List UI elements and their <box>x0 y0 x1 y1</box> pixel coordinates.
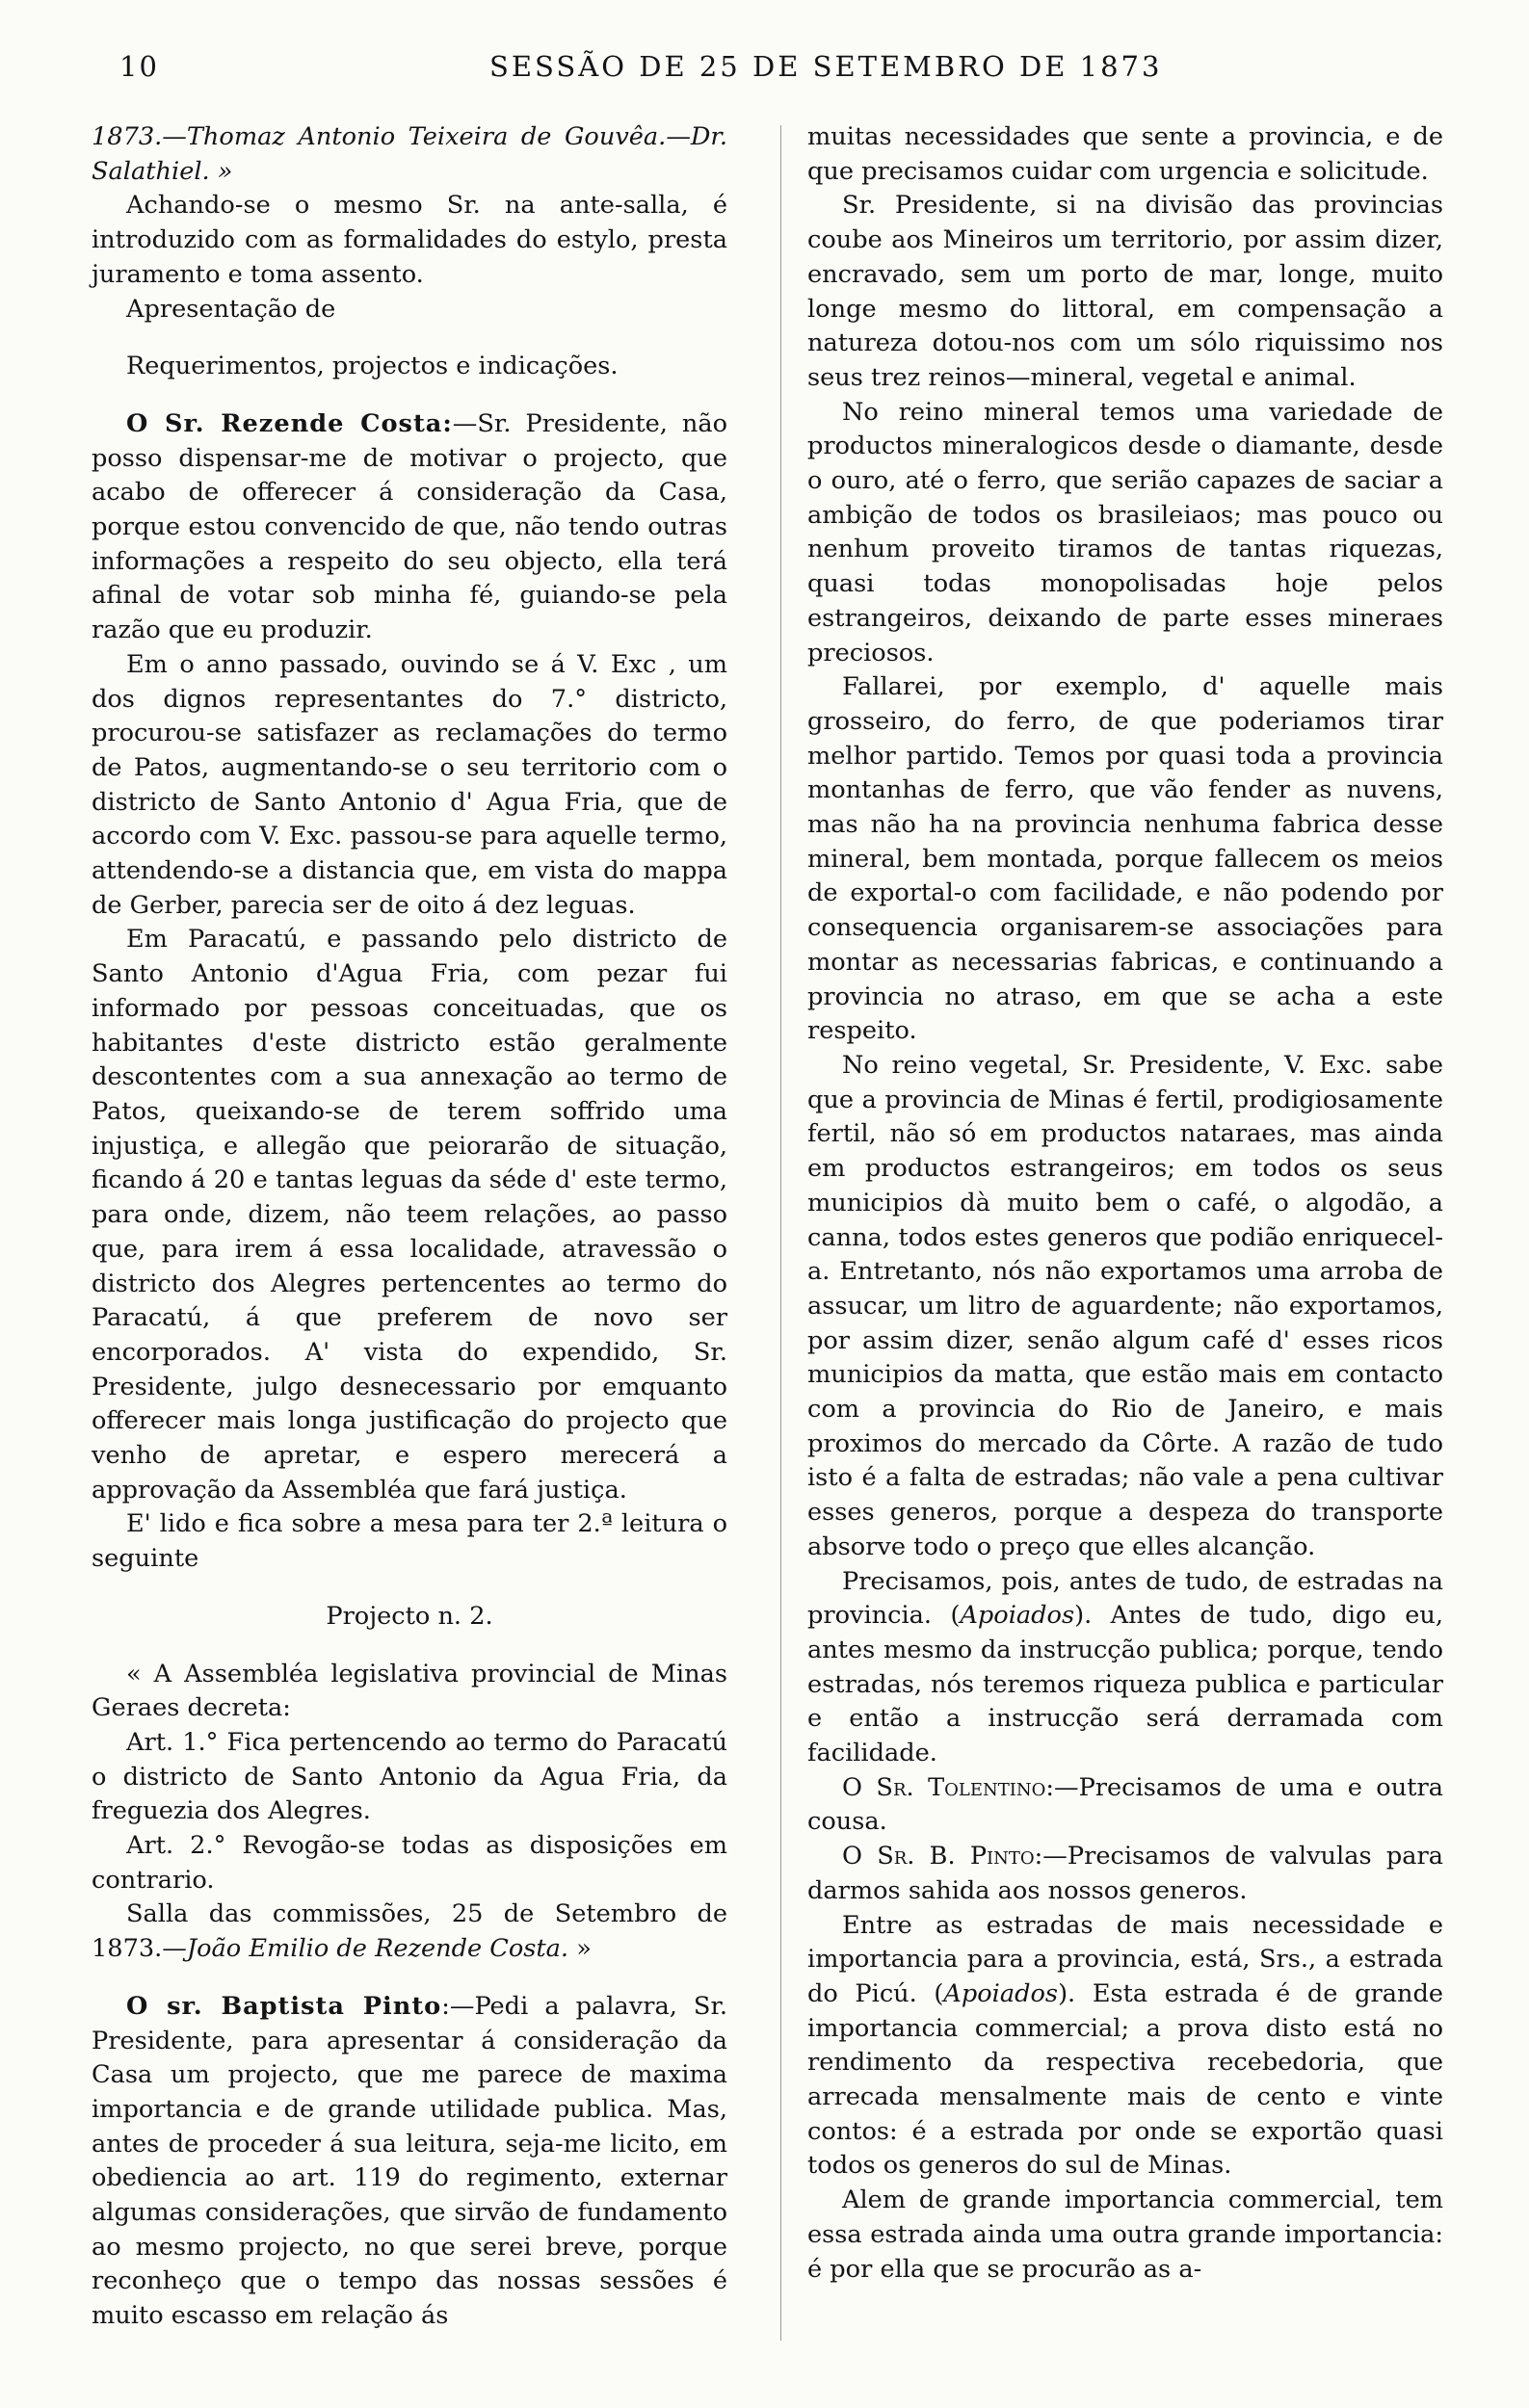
speech-paragraph <box>92 1990 727 2334</box>
paragraph: « A Assembléa legislativa provincial de Minas Geraes decreta: <box>92 1659 727 1723</box>
text-run: Precisamos, pois, antes de tudo, de estradas na provincia. ( <box>807 1566 1443 1631</box>
article: Art. 1.° Fica pertencendo ao termo do Paracatú o districto de Santo Antonio da Agua Fria, da freguezia dos Alegres. <box>92 1727 727 1826</box>
speech-text: :—Pedi a palavra, Sr. Presidente, para apresentar á consideração da Casa um projecto, que me parece de maxima importancia e de grande utilidade publica. Mas, antes de proceder á sua leitura, seja-me licito, em obediencia ao art. 119 do regimento, externar algumas considerações, que sirvão de fundamento ao mesmo projecto, no que serei breve, porque reconheço que o tempo das nossas sessões é muito escasso em relação ás <box>92 1991 728 2331</box>
header-title: SESSÃO DE 25 DE SETEMBRO DE 1873 <box>489 50 1163 83</box>
paragraph: E' lido e fica sobre a mesa para ter 2.ª leitura o seguinte <box>92 1509 727 1574</box>
section-heading: Requerimentos, projectos e indicações. <box>126 352 619 381</box>
signatures-paragraph: 1873.—Thomaz Antonio Teixeira de Gouvêa.—Dr. Salathiel. » <box>92 122 727 186</box>
text-run: ). Esta estrada é de grande importancia commercial; a prova disto está no rendimento da respectiva recebedoria, que arrecada mensalmente mais de cento e vinte contos: é a estrada por onde se exportão quasi todos os generos do sul de Minas. <box>807 1978 1443 2181</box>
speech-text: —Sr. Presidente, não posso dispensar-me de motivar o projecto, que acabo de offerecer á consideração da Casa, porque estou convencido de que, não tendo outras informações a respeito do seu objecto, ella terá afinal de votar sob minha fé, guiando-se pela razão que eu produzir. <box>92 408 727 645</box>
paragraph: Achando-se o mesmo Sr. na ante-salla, é introduzido com as formalidades do estylo, presta juramento e toma assento. <box>92 191 727 289</box>
left-column <box>92 120 727 2334</box>
paragraph: Em Paracatú, e passando pelo districto de Santo Antonio d'Agua Fria, com pezar fui informado por pessoas conceituadas, que os habitantes d'este districto estão geralmente descontentes com a sua annexação ao termo de Patos, queixando-se de terem soffrido uma injustiça, e allegão que peiorarão de situação, ficando á 20 e tantas leguas da séde d' este termo, para onde, dizem, não teem relações, ao passo que, para irem á essa localidade, atravessão o districto dos Alegres pertencentes ao termo do Paracatú, á que preferem de novo ser encorporados. A' vista do expendido, Sr. Presidente, julgo desnecessario por emquanto offerecer mais longa justificação do projecto que venho de apretar, e espero merecerá a approvação da Assembléa que fará justiça. <box>92 925 727 1505</box>
speaker-name: O sr. Baptista Pinto <box>126 1991 442 2021</box>
paragraph: Apresentação de <box>126 294 336 324</box>
paragraph <box>807 1565 1443 1771</box>
article: Art. 2.° Revogão-se todas as disposições em contrario. <box>92 1831 727 1895</box>
paragraph <box>92 1898 727 1966</box>
text-run: Entre as estradas de mais necessidade e importancia para a provincia, está, Srs., a estrada do Picú. ( <box>807 1910 1443 2008</box>
page-number: 10 <box>119 50 159 83</box>
speech-paragraph <box>92 407 727 648</box>
paragraph: Fallarei, por exemplo, d' aquelle mais grosseiro, do ferro, de que poderiamos tirar melhor partido. Temos por quasi toda a provincia montanhas de ferro, que vão fender as nuvens, mas não ha na provincia nenhuma fabrica desse mineral, bem montada, porque fallecem os meios de exportal-o com facilidade, e não podendo por consequencia organisarem-se associações para montar as necessarias fabricas, e continuando a provincia no atraso, em que se acha a este respeito. <box>807 672 1443 1046</box>
paragraph: Alem de grande importancia commercial, tem essa estrada ainda uma outra grande importancia: é por ella que se procurão as a- <box>807 2186 1443 2284</box>
paragraph: Em o anno passado, ouvindo se á V. Exc , um dos dignos representantes do 7.° districto, procurou-se satisfazer as reclamações do termo de Patos, augmentando-se o seu territorio com o districto de Santo Antonio d' Agua Fria, que de accordo com V. Exc. passou-se para aquelle termo, attendendo-se a distancia que, em vista do mappa de Gerber, parecia ser de oito á dez leguas. <box>92 649 727 920</box>
speaker-name: O Sr. Rezende Costa: <box>126 408 453 438</box>
speech-text: :—Precisamos de uma e outra cousa. <box>807 1772 1443 1837</box>
paragraph: No reino mineral temos uma variedade de productos mineralogicos desde o diamante, desde o ouro, até o ferro, que serião capazes de saciar a ambição de todos os brasileiaos; mas pouco ou nenhum proveito tiramos de tantas riquezas, quasi todas monopolisadas hoje pelos estrangeiros, deixando de parte esses mineraes preciosos. <box>807 397 1443 667</box>
paragraph <box>807 1909 1443 2185</box>
apoiados: Apoiados <box>943 1978 1059 2008</box>
apoiados: Apoiados <box>960 1601 1075 1631</box>
closing-quote: » <box>568 1934 592 1964</box>
speech-paragraph <box>807 1840 1443 1908</box>
signature: João Emilio de Rezende Costa. <box>186 1934 569 1964</box>
speaker-name: O Sr. Tolentino <box>842 1772 1046 1802</box>
column-divider <box>780 125 781 2341</box>
projecto-title: Projecto n. 2. <box>326 1601 493 1631</box>
page-header <box>85 50 1471 108</box>
closing-text: Salla das commissões, 25 de Setembro de 1873.— <box>92 1899 727 1964</box>
speech-paragraph <box>807 1771 1443 1840</box>
paragraph: muitas necessidades que sente a provincia, e de que precisamos cuidar com urgencia e solicitude. <box>807 122 1443 186</box>
speaker-name: O Sr. B. Pinto <box>842 1842 1035 1871</box>
right-column <box>807 120 1443 2287</box>
paragraph: Sr. Presidente, si na divisão das provincias coube aos Mineiros um territorio, por assim dizer, encravado, sem um porto de mar, longe, muito longe mesmo do littoral, em compensação a natureza dotou-nos com um sólo riquissimo nos seus trez reinos—mineral, vegetal e animal. <box>807 191 1443 392</box>
speech-text: :—Precisamos de valvulas para darmos sahida aos nossos generos. <box>807 1842 1443 1905</box>
text-run: ). Antes de tudo, digo eu, antes mesmo da instrucção publica; porque, tendo estradas, nós teremos riqueza publica e particular e então a instrucção será derramada com facilidade. <box>807 1601 1443 1768</box>
paragraph: No reino vegetal, Sr. Presidente, V. Exc. sabe que a provincia de Minas é fertil, prodigiosamente fertil, não só em productos nataraes, mas ainda em productos estrangeiros; em todos os seus municipios dà muito bem o café, o algodão, a canna, todos estes generos que podião enriquecel-a. Entretanto, nós não exportamos uma arroba de assucar, um litro de aguardente; não exportamos, por assim dizer, senão algum café d' esses ricos municipios da matta, que estão mais em contacto com a provincia do Rio de Janeiro, e mais proximos do mercado da Côrte. A razão de tudo isto é a falta de estradas; não vale a pena cultivar esses generos, porque a despeza do transporte absorve todo o preço que elles alcanção. <box>807 1050 1443 1561</box>
